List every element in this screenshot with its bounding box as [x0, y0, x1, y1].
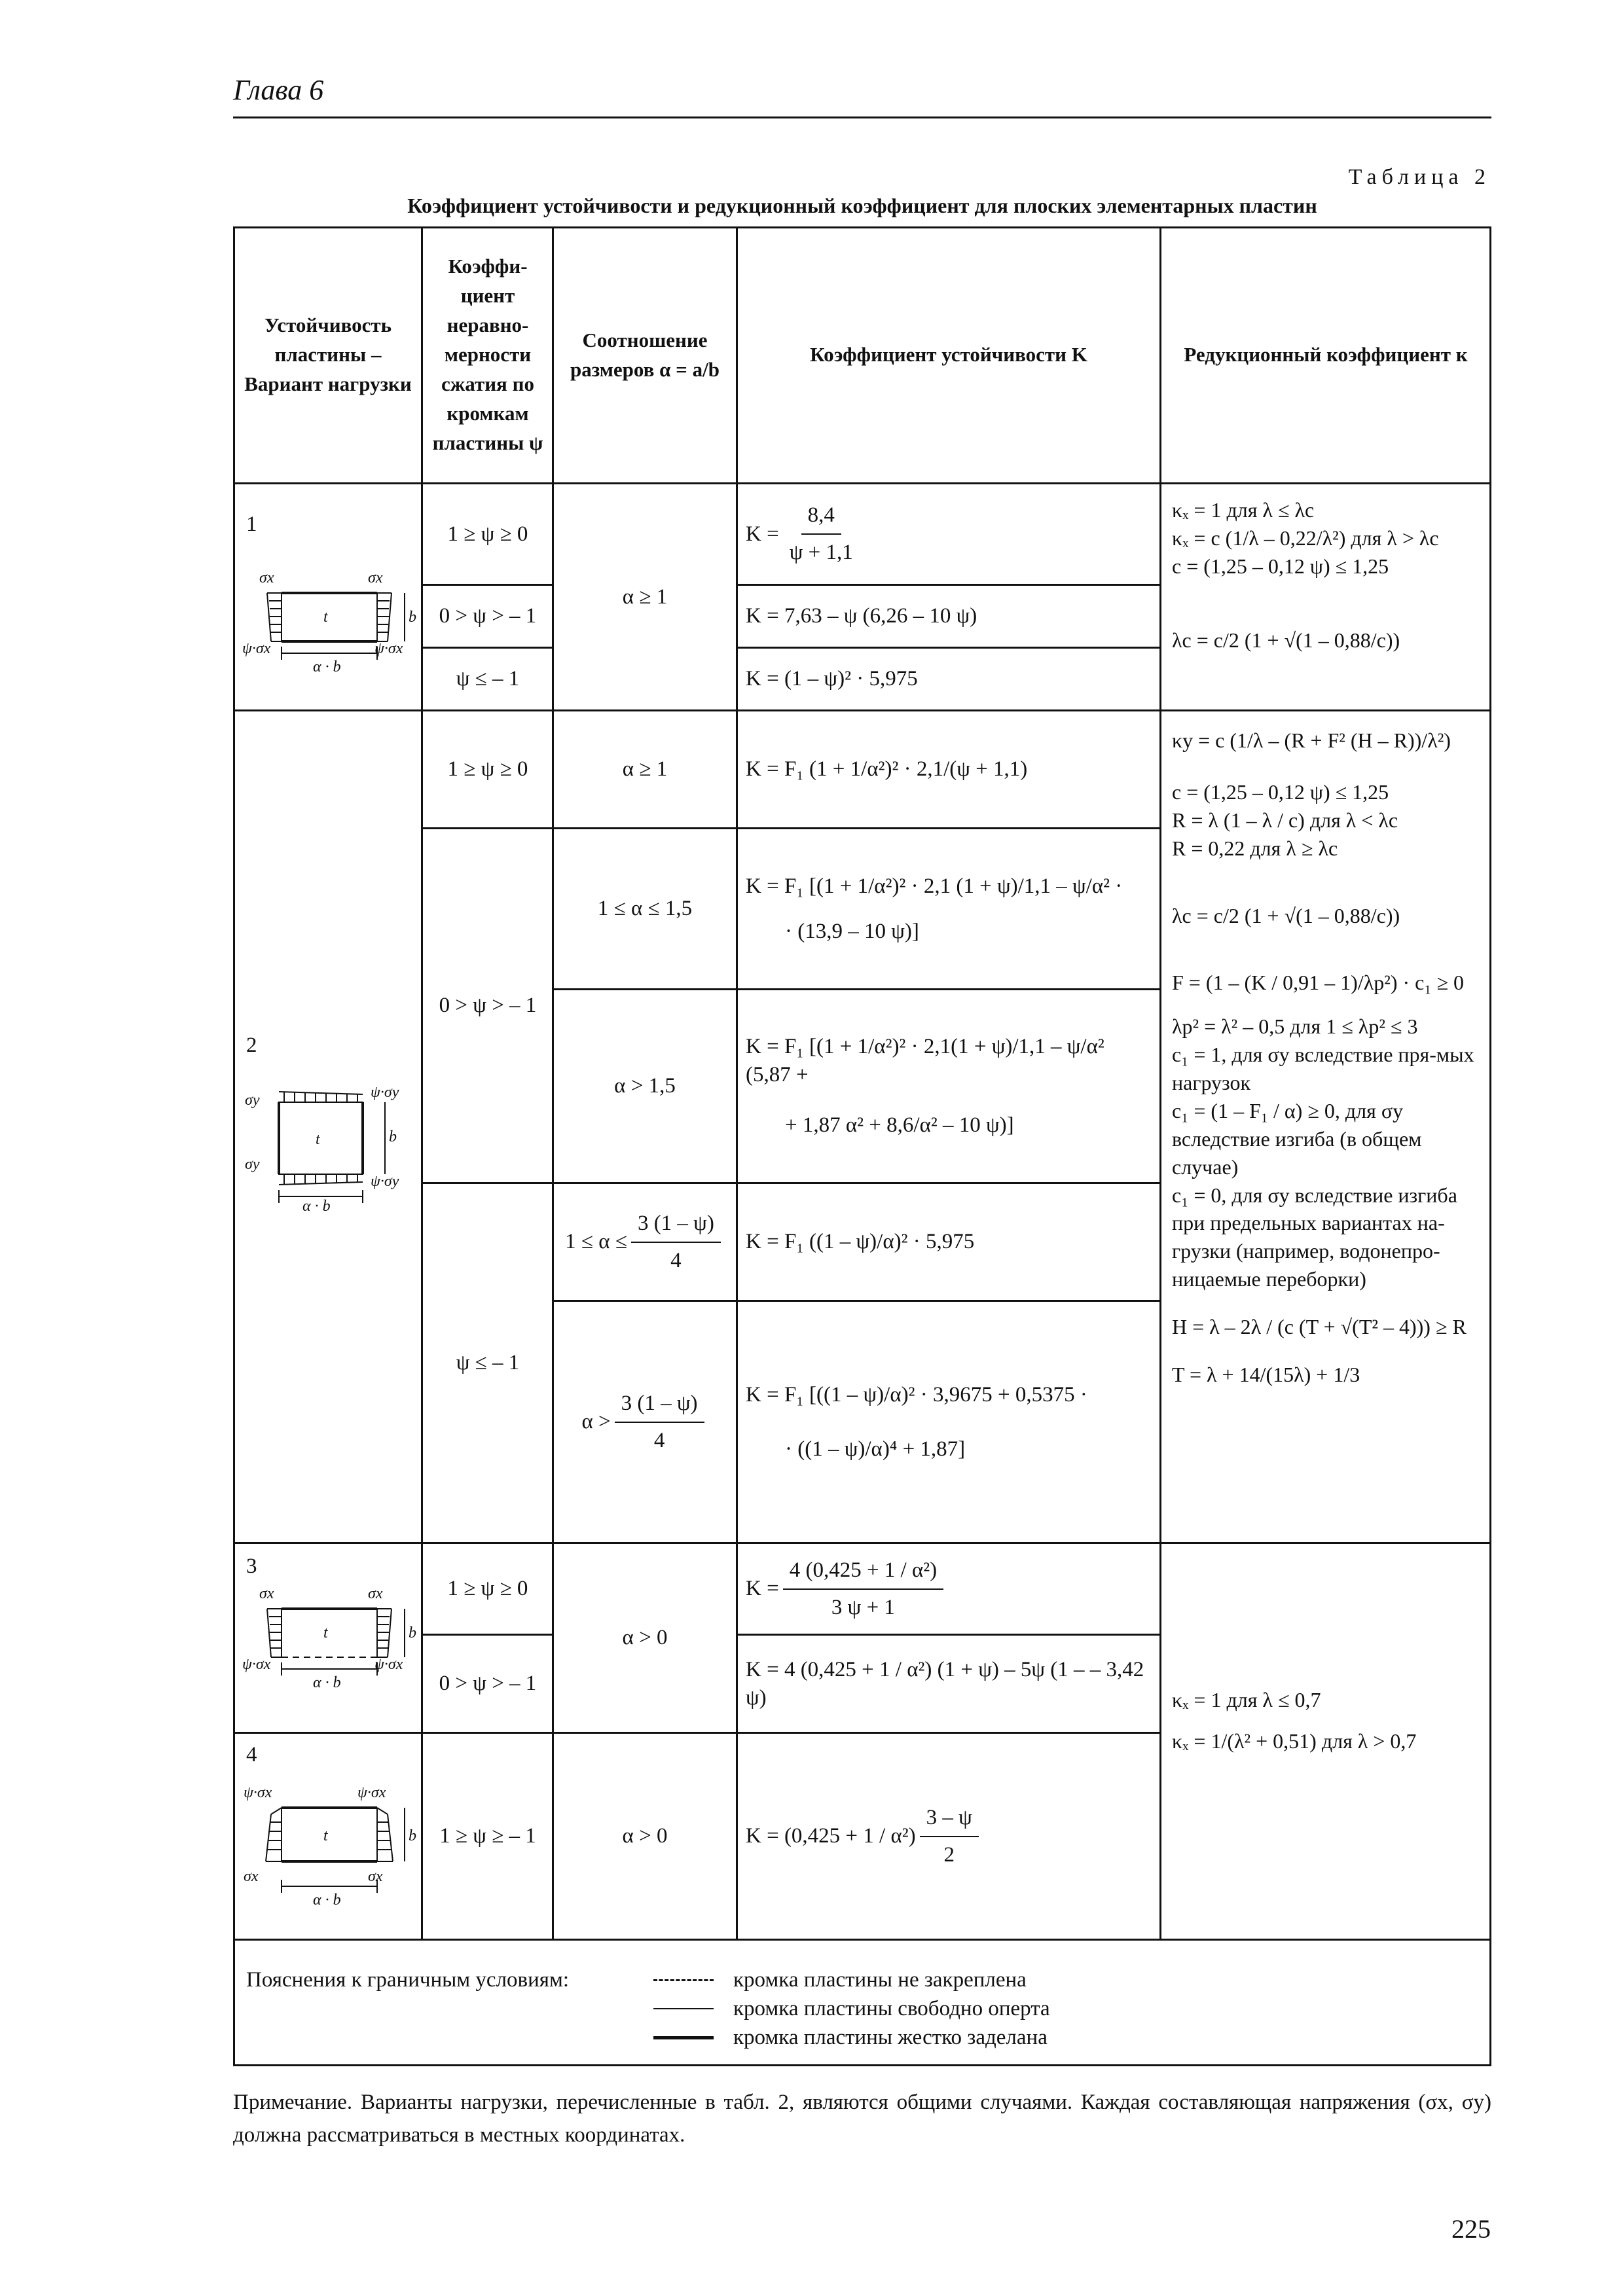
alpha-case2-e: α > $\frac{3 (1 - \psi)}{4}$ — [555, 1302, 735, 1542]
svg-text:ψ·σx: ψ·σx — [244, 1784, 272, 1801]
legend-item-free: кромка пластины не закреплена — [733, 1968, 1027, 1992]
psi-case2-b: 0 > ψ > – 1 — [439, 994, 537, 1018]
k-case2-e: K = F₁ [((1 – ψ)/α)² · 3,9675 + 0,5375 · · ((1 – ψ)/α)⁴ + 1,87] — [746, 1382, 1087, 1461]
alpha-case3: α > 0 — [622, 1626, 668, 1650]
psi-case2-a: 1 ≥ ψ ≥ 0 — [447, 757, 528, 781]
alpha-case2-b: 1 ≤ α ≤ 1,5 — [597, 897, 693, 921]
svg-text:σy: σy — [245, 1092, 260, 1109]
plate-diagram-case-1 — [240, 562, 416, 699]
column-header-psi: Коэффи-циент неравно-мерности сжатия по кромкам пластины ψ — [432, 255, 543, 454]
svg-text:ψ·σy: ψ·σy — [371, 1173, 399, 1190]
label-psi-sigma-x-left: ψ·σx — [242, 640, 271, 657]
label-sigma-x-left: σx — [259, 569, 274, 586]
legend-line-thick — [653, 2036, 714, 2039]
svg-text:ψ·σx: ψ·σx — [357, 1784, 386, 1801]
label-alpha-b: α · b — [313, 658, 341, 675]
k-case3-b: K = 4 (0,425 + 1 / α²) (1 + ψ) – 5ψ (1 – – 3,42 ψ) — [746, 1657, 1144, 1710]
svg-text:t: t — [316, 1131, 320, 1148]
column-header-variant: Устойчивость пластины – Вариант нагрузки — [244, 314, 412, 395]
svg-text:b: b — [409, 1624, 416, 1641]
k-case2-a: K = F₁ (1 + 1/α²)² · 2,1/(ψ + 1,1) — [746, 757, 1028, 781]
svg-text:σx: σx — [368, 1585, 383, 1602]
svg-text:ψ·σx: ψ·σx — [374, 1656, 403, 1673]
page-number: 225 — [1451, 2214, 1491, 2244]
reduction-case2: κy = c (1/λ – (R + F² (H – R))/λ²) c = (1,25 – 0,12 ψ) ≤ 1,25 R = λ (1 – λ / c) для λ < λc R = 0,22 для λ ≥ λc λc = c/2 (1 + √(1 – 0,88/c)) F = (1 – (K / 0,91 – 1)/λp²) · c₁ ≥ 0 λp² = λ² – 0,5 для 1 ≤ λp² ≤ 3 c₁ = 1, для σy вследствие пря-мых нагрузок c₁ = (1 – F₁ / α) ≥ 0, для σy вследствие изгиба (в общем случае) c₁ = 0, для σy вследствие изгиба при предельных вариантах на-грузки (например, водонепро-ницаемые переборки) H = λ – 2λ / (c (T + √(T² – 4))) ≥ R T = λ + 14/(15λ) + 1/3 — [1172, 728, 1474, 1386]
svg-text:σy: σy — [245, 1156, 260, 1173]
table-title: Коэффициент устойчивости и редукционный коэффициент для плоских элементарных пластин — [407, 194, 1317, 217]
reduction-case1: κₓ = 1 для λ ≤ λc κₓ = c (1/λ – 0,22/λ²) для λ > λc c = (1,25 – 0,12 ψ) ≤ 1,25 λc = c/2 (1 + √(1 – 0,88/c)) — [1172, 498, 1439, 652]
alpha-case2-a: α ≥ 1 — [622, 757, 668, 781]
legend-line-dashed — [653, 1979, 714, 1981]
k-case2-c: K = F₁ [(1 + 1/α²)² · 2,1(1 + ψ)/1,1 – ψ/α² (5,87 + + 1,87 α² + 8,6/α² – 10 ψ)] — [746, 1035, 1104, 1137]
table-number: Таблица 2 — [1348, 165, 1491, 189]
legend-title: Пояснения к граничным условиям: — [246, 1968, 570, 1992]
column-header-alpha: Соотношение размеров α = a/b — [570, 328, 720, 381]
alpha-case1: α ≥ 1 — [622, 584, 668, 609]
k-case3-a: K = $\frac{\text{4 (0,425 + 1 / α²)}}{3 \psi + 1}$ — [739, 1544, 1158, 1634]
k-case1-b: K = 7,63 – ψ (6,26 – 10 ψ) — [746, 604, 977, 628]
case-number-3: 3 — [246, 1554, 257, 1578]
psi-case1-b: 0 > ψ > – 1 — [439, 604, 537, 628]
legend-item-clamped: кромка пластины жестко заделана — [733, 2026, 1048, 2049]
svg-text:α · b: α · b — [313, 1892, 341, 1909]
svg-text:ψ·σy: ψ·σy — [371, 1084, 399, 1101]
svg-text:ψ·σx: ψ·σx — [242, 1656, 271, 1673]
k-case1-c: K = (1 – ψ)² · 5,975 — [746, 667, 918, 691]
psi-case4: 1 ≥ ψ ≥ – 1 — [439, 1824, 536, 1848]
svg-text:σx: σx — [259, 1585, 274, 1602]
svg-text:α · b: α · b — [302, 1198, 331, 1215]
plate-diagram-case-2 — [240, 1071, 416, 1221]
psi-case2-c: ψ ≤ – 1 — [456, 1351, 520, 1375]
psi-case3-a: 1 ≥ ψ ≥ 0 — [447, 1577, 528, 1601]
label-sigma-x-right: σx — [368, 569, 383, 586]
alpha-case2-d: 1 ≤ α ≤ $\frac{3 (1 - \psi)}{4}$ — [555, 1184, 735, 1300]
reduction-case34: κₓ = 1 для λ ≤ 0,7 κₓ = 1/(λ² + 0,51) для λ > 0,7 — [1172, 1688, 1417, 1753]
k-case2-d: K = F₁ ((1 – ψ)/α)² · 5,975 — [746, 1230, 975, 1254]
psi-case1-c: ψ ≤ – 1 — [456, 667, 520, 691]
column-header-reduction: Редукционный коэффициент к — [1184, 343, 1468, 367]
svg-text:b: b — [389, 1128, 397, 1145]
k-case2-b: K = F₁ [(1 + 1/α²)² · 2,1 (1 + ψ)/1,1 – ψ/α² · · (13,9 – 10 ψ)] — [746, 874, 1123, 943]
svg-text:t: t — [323, 1624, 328, 1641]
label-b: b — [409, 609, 416, 626]
case-number-1: 1 — [246, 512, 257, 536]
svg-text:σx: σx — [368, 1868, 383, 1885]
psi-case3-b: 0 > ψ > – 1 — [439, 1672, 537, 1696]
legend-line-thin — [653, 2008, 714, 2009]
svg-text:b: b — [409, 1827, 416, 1844]
plate-diagram-case-3 — [240, 1579, 416, 1716]
svg-text:σx: σx — [244, 1868, 259, 1885]
k-case1-a: K = $\frac{8,4}{\psi + 1,1}$ — [739, 484, 1158, 584]
case-number-4: 4 — [246, 1743, 257, 1767]
label-thickness: t — [323, 609, 328, 626]
chapter-header: Глава 6 — [233, 74, 324, 106]
k-case4: K = (0,425 + 1 / α²) $\frac{3 - \psi}{2}$ — [739, 1734, 1158, 1939]
alpha-case2-c: α > 1,5 — [614, 1074, 676, 1098]
case-number-2: 2 — [246, 1033, 257, 1057]
column-header-k: Коэффициент устойчивости K — [810, 343, 1087, 367]
svg-text:α · b: α · b — [313, 1674, 341, 1691]
psi-case1-a: 1 ≥ ψ ≥ 0 — [447, 522, 528, 546]
header-rule — [233, 117, 1491, 118]
alpha-case4: α > 0 — [622, 1824, 668, 1848]
svg-text:t: t — [323, 1827, 328, 1844]
legend-item-simply-supported: кромка пластины свободно оперта — [733, 1997, 1050, 2020]
label-psi-sigma-x-right: ψ·σx — [374, 640, 403, 657]
plate-diagram-case-4 — [240, 1775, 416, 1926]
footnote: Примечание. Варианты нагрузки, перечисленные в табл. 2, являются общими случаями. Каждая составляющая напряжения (σx, σy) должна рассматриваться в местных координатах. — [233, 2090, 1491, 2147]
